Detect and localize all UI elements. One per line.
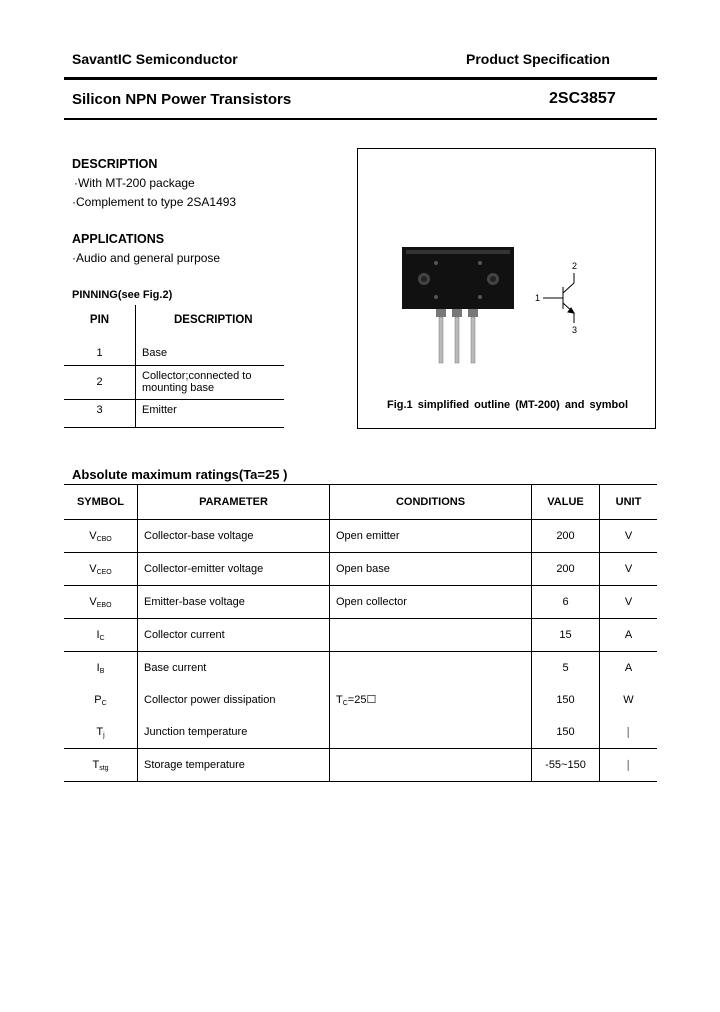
conditions-cell: Open base [330, 553, 532, 586]
lead-2 [455, 317, 459, 363]
symbol-text: V [89, 595, 97, 608]
ratings-heading: Absolute maximum ratings(Ta=25 ) [72, 467, 288, 482]
parameter-cell: Junction temperature [138, 716, 330, 749]
symbol-subscript: CBO [96, 535, 112, 543]
unit-cell: V [600, 586, 658, 619]
symbol-subscript: C [99, 634, 105, 642]
condition-subscript: C [342, 700, 348, 707]
pin-description: Emitter [136, 399, 285, 427]
conditions-cell [330, 619, 532, 652]
table-row [64, 652, 657, 685]
table-row [64, 520, 657, 553]
symbol-text: T [96, 725, 104, 738]
symbol-subscript: CEO [96, 568, 112, 576]
npn-transistor-symbol [543, 273, 574, 323]
header-rule-bottom [64, 118, 657, 120]
pin-description: Base [136, 335, 285, 365]
desc-col-header: DESCRIPTION [136, 305, 285, 335]
symbol-pin-label: 1 [535, 293, 541, 303]
value-cell: 15 [532, 619, 600, 652]
parameter-cell: Collector current [138, 619, 330, 652]
parameter-cell: Base current [138, 652, 330, 685]
applications-heading: APPLICATIONS [72, 232, 165, 246]
conditions-cell: Open collector [330, 586, 532, 619]
symbol-cell [64, 716, 138, 749]
table-row [64, 399, 284, 427]
parameter-cell: Collector-emitter voltage [138, 553, 330, 586]
value-cell: 150 [532, 684, 600, 716]
unit-col-header: UNIT [600, 485, 658, 520]
symbol-pin-label: 2 [572, 261, 578, 271]
unit-cell: │ [600, 716, 658, 749]
table-row [64, 684, 657, 716]
symbol-text: T [92, 758, 100, 771]
parameter-cell: Collector-base voltage [138, 520, 330, 553]
conditions-col-header: CONDITIONS [330, 485, 532, 520]
table-row [64, 749, 657, 782]
conditions-cell: Open emitter [330, 520, 532, 553]
symbol-cell [64, 652, 138, 685]
table-row [64, 716, 657, 749]
parameter-cell: Collector power dissipation [138, 684, 330, 716]
symbol-text: I [96, 661, 100, 674]
symbol-cell [64, 553, 138, 586]
value-cell: 5 [532, 652, 600, 685]
package-outline-image [358, 149, 655, 428]
symbol-subscript: B [99, 667, 105, 675]
figure-caption: Fig.1 simplified outline (MT-200) and symbol [387, 399, 629, 411]
ratings-table [64, 484, 657, 782]
symbol-pin-label: 3 [572, 325, 578, 335]
table-row [64, 553, 657, 586]
symbol-cell [64, 619, 138, 652]
symbol-cell [64, 520, 138, 553]
unit-cell: V [600, 553, 658, 586]
symbol-subscript: EBO [96, 601, 112, 609]
description-item: ·Complement to type 2SA1493 [72, 195, 237, 209]
header-rule-top [64, 77, 657, 80]
applications-item: ·Audio and general purpose [72, 251, 221, 265]
symbol-subscript: stg [99, 764, 109, 772]
unit-cell: │ [600, 749, 658, 782]
value-cell: 200 [532, 553, 600, 586]
conditions-cell [330, 749, 532, 782]
symbol-text: P [94, 693, 102, 706]
conditions-cell [330, 716, 532, 749]
symbol-col-header: SYMBOL [64, 485, 138, 520]
description-heading: DESCRIPTION [72, 157, 158, 171]
pin-number: 1 [96, 346, 103, 359]
pin-description-line: Collector;connected to [142, 370, 252, 382]
value-cell: -55~150 [532, 749, 600, 782]
value-cell: 150 [532, 716, 600, 749]
symbol-subscript: C [101, 699, 107, 707]
parameter-cell: Storage temperature [138, 749, 330, 782]
doc-type: Product Specification [466, 51, 610, 67]
pin-number: 2 [96, 376, 103, 388]
pin-number: 3 [96, 404, 103, 416]
pin-description [136, 365, 285, 399]
product-title: Silicon NPN Power Transistors [72, 91, 292, 108]
description-item: ·With MT-200 package [74, 176, 195, 190]
conditions-cell [330, 684, 532, 716]
pinning-heading: PINNING(see Fig.2) [72, 289, 173, 301]
value-col-header: VALUE [532, 485, 600, 520]
pin-col-header: PIN [89, 314, 110, 326]
parameter-cell: Emitter-base voltage [138, 586, 330, 619]
symbol-text: V [89, 529, 97, 542]
unit-cell: A [600, 619, 658, 652]
table-row [64, 365, 284, 399]
lead-3 [471, 317, 475, 363]
symbol-cell [64, 684, 138, 716]
symbol-text: V [89, 562, 97, 575]
part-number: 2SC3857 [549, 90, 616, 107]
pin-description-line: mounting base [142, 382, 215, 394]
company-name: SavantIC Semiconductor [72, 51, 238, 67]
symbol-text: I [96, 628, 100, 641]
symbol-cell [64, 749, 138, 782]
value-cell: 6 [532, 586, 600, 619]
table-row [64, 586, 657, 619]
unit-cell: W [600, 684, 658, 716]
parameter-col-header: PARAMETER [138, 485, 330, 520]
unit-cell: A [600, 652, 658, 685]
condition-symbol: T [336, 694, 343, 706]
symbol-cell [64, 586, 138, 619]
lead-1 [439, 317, 443, 363]
conditions-cell [330, 652, 532, 685]
condition-value: =25☐ [347, 694, 377, 706]
figure-box [357, 148, 656, 429]
value-cell: 200 [532, 520, 600, 553]
pinning-table [64, 305, 284, 428]
unit-cell: V [600, 520, 658, 553]
table-row [64, 619, 657, 652]
symbol-subscript: j [103, 731, 105, 739]
table-row [64, 335, 284, 365]
